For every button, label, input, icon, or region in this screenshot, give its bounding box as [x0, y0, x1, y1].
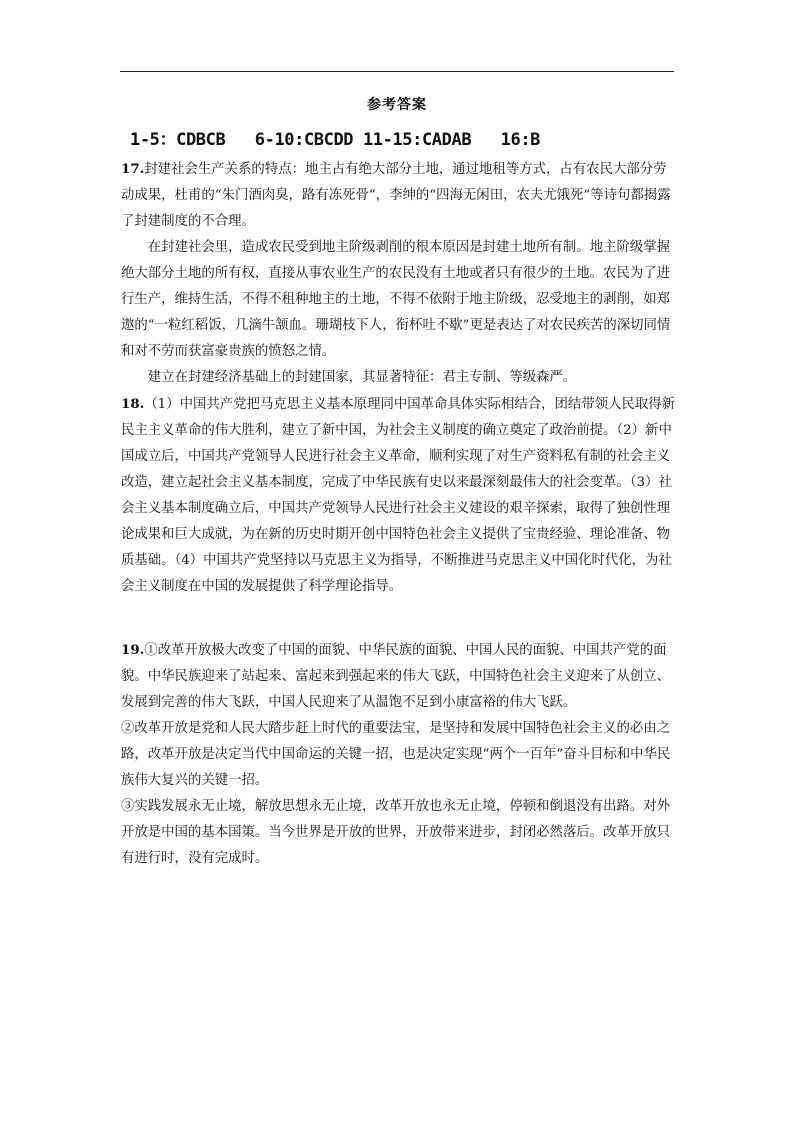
q17-paragraph-1 [121, 156, 677, 235]
q18-number: 18. [121, 396, 145, 412]
q18-paragraph-1 [121, 391, 677, 600]
page-title: 参考答案 [367, 97, 427, 113]
q19-paragraph-2: ②改革开放是党和人民大踏步赶上时代的重要法宝，是坚持和发展中国特色社会主义的必由之路，改革开放是决定当代中国命运的关键一招，也是决定实现“两个一百年”奋斗目标和中华民族伟大复兴的关键一招。 [121, 721, 671, 788]
q19-paragraph-1 [121, 637, 677, 716]
q17-paragraph-2: 在封建社会里，造成农民受到地主阶级剥削的根本原因是封建土地所有制。地主阶级掌握绝大部分土地的所有权，直接从事农业生产的农民没有土地或者只有很少的土地。农民为了进行生产，维持生活，不得不租种地主的土地，不得不依附于地主阶级，忍受地主的剥削，如郑遨的“一粒红稻饭，几滴牛颔血。珊瑚枝下人，衔杯吐不歇”更是表达了对农民疾苦的深切同情和对不劳而获富豪贵族的愤怒之情。 [121, 240, 671, 359]
q17-number: 17. [121, 161, 145, 177]
q17-paragraph-3: 建立在封建经济基础上的封建国家，其显著特征：君主专制、等级森严。 [147, 370, 577, 385]
q19-text-1: ①改革开放极大改变了中国的面貌、中华民族的面貌、中国人民的面貌、中国共产党的面貌。中华民族迎来了站起来、富起来到强起来的伟大飞跃，中国特色社会主义迎来了从创立、发展到完善的伟大飞跃，中国人民迎来了从温饱不足到小康富裕的伟大飞跃。 [121, 643, 671, 710]
answer-content [121, 156, 677, 872]
header-rule [120, 71, 674, 72]
section-gap [121, 600, 677, 637]
q19-number: 19. [121, 642, 145, 658]
q18-text-1: （1）中国共产党把马克思主义基本原理同中国革命具体实际相结合，团结带领人民取得新民主主义革命的伟大胜利，建立了新中国，为社会主义制度的确立奠定了政治前提。（2）新中国成立后，中国共产党领导人民进行社会主义革命，顺利实现了对生产资料私有制的社会主义改造，建立起社会主义基本制度，完成了中华民族有史以来最深刻最伟大的社会变革。（3）社会主义基本制度确立后，中国共产党领导人民进行社会主义建设的艰辛探索，取得了独创性理论成果和巨大成就，为在新的历史时期开创中国特色社会主义提供了宝贵经验、理论准备、物质基础。（4）中国共产党坚持以马克思主义为指导，不断推进马克思主义中国化时代化，为社会主义制度在中国的发展提供了科学理论指导。 [121, 397, 676, 594]
multiple-choice-answers: 1-5：CDBCB 6-10:CBCDD 11-15:CADAB 16:B [130, 130, 540, 150]
q19-paragraph-3: ③实践发展永无止境，解放思想永无止境，改革开放也永无止境，停顿和倒退没有出路。对外开放是中国的基本国策。当今世界是开放的世界，开放带来进步，封闭必然落后。改革开放只有进行时，没有完成时。 [121, 799, 671, 866]
q17-text-1: 封建社会生产关系的特点：地主占有绝大部分土地，通过地租等方式，占有农民大部分劳动成果，杜甫的“朱门酒肉臭，路有冻死骨”，李绅的“四海无闲田，农夫尤饿死”等诗句都揭露了封建制度的不合理。 [121, 162, 671, 229]
